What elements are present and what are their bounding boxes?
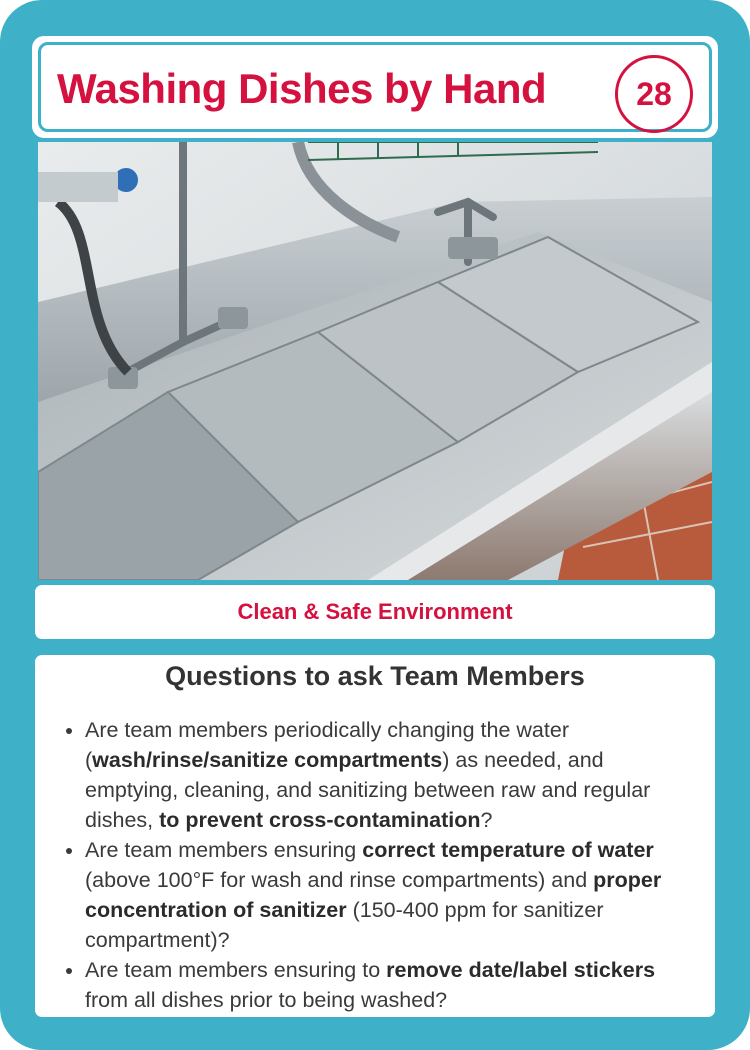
category-box: [32, 582, 718, 642]
question-text: Are team members ensuring to: [85, 958, 387, 982]
title-box: [38, 42, 712, 132]
questions-panel: [32, 652, 718, 1020]
question-text: Are team members periodically changing the water (: [85, 718, 569, 772]
questions-list: [53, 715, 695, 1015]
question-item: [85, 955, 695, 1015]
card-number-badge: 28: [615, 55, 693, 133]
questions-heading: Questions to ask Team Members: [165, 661, 585, 691]
question-text: ?: [480, 808, 493, 832]
category-label: Clean & Safe Environment: [237, 599, 513, 624]
question-text: from all dishes prior to being washed?: [85, 988, 448, 1012]
question-text: (above 100°F for wash and rinse compartments) and: [85, 868, 594, 892]
question-text: Are team members ensuring: [85, 838, 363, 862]
question-item: [85, 835, 695, 955]
question-emphasis: remove date/label stickers: [386, 958, 656, 982]
question-emphasis: proper concentration of sanitizer: [85, 868, 662, 922]
question-emphasis: correct temperature of water: [362, 838, 654, 862]
question-text: ) as needed, and emptying, cleaning, and sanitizing between raw and regular dishes,: [85, 748, 651, 832]
question-item: [85, 715, 695, 835]
questions-box: [32, 652, 718, 1020]
card-title: Washing Dishes by Hand: [57, 65, 547, 112]
question-text: (150-400 ppm for sanitizer compartment)?: [85, 898, 604, 952]
three-compartment-sink-photo: [38, 142, 712, 580]
category-panel: [32, 582, 718, 642]
question-emphasis: to prevent cross-contamination: [159, 808, 481, 832]
title-panel: [32, 36, 718, 138]
question-emphasis: wash/rinse/sanitize compartments: [92, 748, 443, 772]
